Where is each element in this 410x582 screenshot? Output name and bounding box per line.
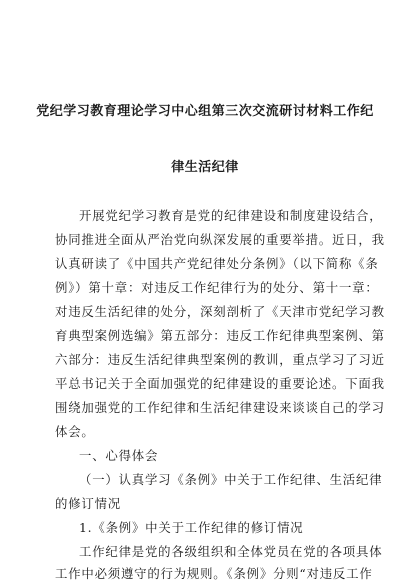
section-heading-1: 一、心得体会: [79, 448, 159, 463]
body-line-12: 工作中必须遵守的行为规则。《条例》分则“对违反工作: [55, 566, 373, 581]
subsection-heading-line-1: （一）认真学习《条例》中关于工作纪律、生活纪律: [79, 472, 383, 487]
document-title-line-2: 律生活纪律: [171, 160, 239, 175]
body-line-11: 工作纪律是党的各级组织和全体党员在党的各项具体: [79, 544, 383, 559]
body-line-10: 体会。: [55, 424, 95, 439]
body-line-1: 开展党纪学习教育是党的纪律建设和制度建设结合，: [79, 208, 383, 223]
subsection-heading-line-2: 的修订情况: [55, 496, 121, 511]
body-line-9: 围绕加强党的工作纪律和生活纪律建设来谈谈自己的学习: [55, 400, 385, 415]
numbered-heading-1: 1.《条例》中关于工作纪律的修订情况: [79, 520, 304, 535]
body-line-8: 平总书记关于全面加强党的纪律建设的重要论述。下面我: [55, 376, 385, 391]
body-line-2: 协同推进全面从严治党向纵深发展的重要举措。近日，我: [55, 232, 385, 247]
body-line-5: 对违反生活纪律的处分，深刻剖析了《天津市党纪学习教: [55, 304, 385, 319]
body-line-6: 育典型案例选编》第五部分：违反工作纪律典型案例、第: [55, 328, 385, 343]
body-line-3: 认真研读了《中国共产党纪律处分条例》（以下简称《条: [55, 256, 379, 271]
body-line-4: 例》）第十章：对违反工作纪律行为的处分、第十一章：: [55, 280, 379, 295]
body-line-7: 六部分：违反生活纪律典型案例的教训，重点学习了习近: [55, 352, 385, 367]
document-title-line-1: 党纪学习教育理论学习中心组第三次交流研讨材料工作纪: [36, 104, 374, 119]
